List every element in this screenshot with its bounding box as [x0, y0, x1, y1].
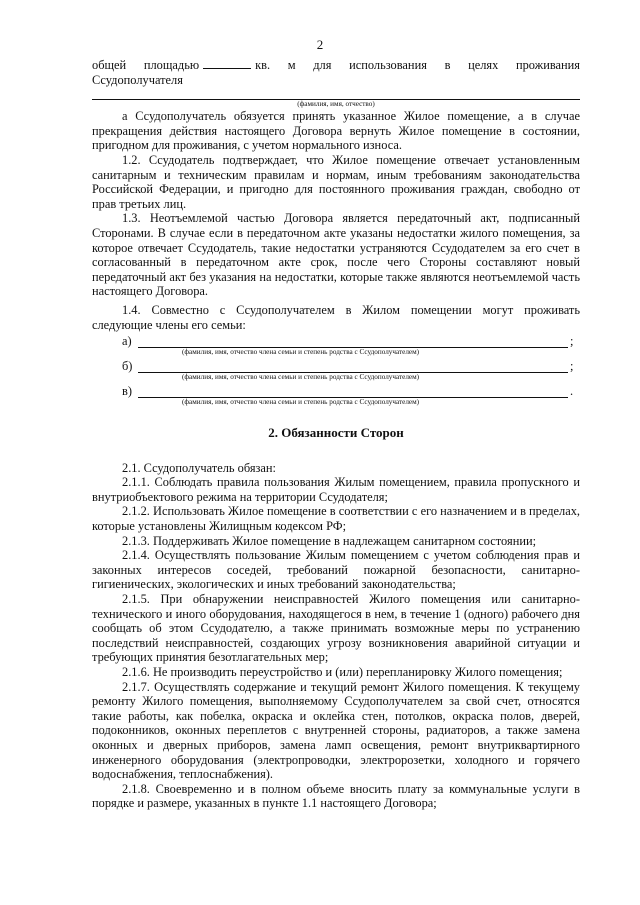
family-row-c — [122, 382, 580, 398]
duty-2-1-2: 2.1.2. Использовать Жилое помещение в соответствии с его назначением и в пределах, которые установлены Жилищным кодексом РФ; — [92, 504, 580, 534]
section-heading: 2. Обязанности Сторон — [268, 425, 404, 441]
duty-2-1-5: 2.1.5. При обнаружении неисправностей Жилого помещения или санитарно-технического и иного оборудования, находящегося в нем, в течение 1 (одного) рабочего дня сообщать об этом Ссудодателю, а также принимать возможные меры по устранению последствий неисправностей, создающих угрозу возникновения аварийной ситуации и требующих принятия безотлагательных мер; — [92, 592, 580, 665]
duty-2-1-4: 2.1.4. Осуществлять пользование Жилым помещением с учетом соблюдения прав и законных интересов соседей, требований пожарной безопасности, санитарно-гигиенических, экологических и иных требований законодательства; — [92, 548, 580, 592]
area-after: кв. м для использования в целях проживания — [255, 58, 581, 72]
duty-2-1-8: 2.1.8. Своевременно и в полном объеме вносить плату за коммунальные услуги в порядке и размере, указанных в пункте 1.1 настоящего Договора; — [92, 781, 580, 811]
duty-2-1-3: 2.1.3. Поддерживать Жилое помещение в надлежащем санитарном состоянии; — [122, 533, 537, 548]
document-body — [92, 58, 580, 811]
page-number: 2 — [316, 37, 324, 52]
family-letter: б) — [122, 358, 133, 373]
area-before: общей площадью — [92, 58, 200, 72]
recipient-name-line — [92, 87, 580, 100]
duty-2-1-1: 2.1.1. Соблюдать правила пользования Жилым помещением, правила пропускного и внутриобъектового режима на территории Ссудодателя; — [92, 475, 580, 504]
family-letter: в) — [122, 383, 132, 398]
family-caption: (фамилия, имя, отчество члена семьи и степень родства с Ссудополучателем) — [182, 373, 420, 382]
family-member-line — [138, 362, 568, 373]
family-caption: (фамилия, имя, отчество члена семьи и степень родства с Ссудополучателем) — [182, 348, 420, 357]
family-member-line — [138, 387, 568, 398]
paragraph-1-4: 1.4. Совместно с Ссудополучателем в Жилом помещении могут проживать следующие члены его семьи: — [92, 302, 580, 332]
duty-2-1: 2.1. Ссудополучатель обязан: — [122, 460, 277, 475]
area-blank — [203, 58, 251, 69]
recipient-label: Ссудополучателя — [92, 72, 183, 87]
family-row-b — [122, 357, 580, 373]
family-row-a — [122, 332, 580, 348]
family-row-end: ; — [570, 333, 574, 348]
paragraph-1-3: 1.3. Неотъемлемой частью Договора является передаточный акт, подписанный Сторонами. В случае если в передаточном акте указаны недостатки жилого помещения, за которое отвечает Ссудодатель, такие недостатки устраняются Ссудодателем за его счет в согласованный в передаточном акте срок, после чего Стороны составляют новый передаточный акт без указания на недостатки, которые также являются неотъемлемой часть настоящего Договора. — [92, 211, 580, 299]
recipient-name-caption: (фамилия, имя, отчество) — [297, 100, 375, 109]
family-member-line — [138, 337, 568, 348]
family-letter: а) — [122, 333, 132, 348]
family-row-end: ; — [570, 358, 574, 373]
duty-2-1-6: 2.1.6. Не производить переустройство и (или) перепланировку Жилого помещения; — [122, 665, 563, 679]
family-row-end: . — [570, 383, 574, 398]
paragraph-1-2: 1.2. Ссудодатель подтверждает, что Жилое помещение отвечает установленным санитарным и техническим правилам и нормам, иным требованиям законодательства Российской Федерации, и пригодно для постоянного проживания граждан, свободно от прав третьих лиц. — [92, 152, 580, 211]
duty-2-1-7: 2.1.7. Осуществлять содержание и текущий ремонт Жилого помещения. К текущему ремонту Жилого помещения, выполняемому Ссудополучателем за свой счет, относятся такие работы, как побелка, окраска и оклейка стен, потолков, окраска полов, дверей, подоконников, оконных переплетов с внутренней стороны, радиаторов, а также замена оконных и дверных приборов, замена ламп освещения, ремонт внутриквартирного инженерного оборудования (электропроводки, электророзетки, холодного и горячего водоснабжения, теплоснабжения). — [92, 679, 580, 782]
family-caption: (фамилия, имя, отчество члена семьи и степень родства с Ссудополучателем) — [182, 398, 420, 407]
area-line — [92, 58, 580, 73]
paragraph-a: а Ссудополучатель обязуется принять указанное Жилое помещение, а в случае прекращения действия настоящего Договора вернуть Жилое помещение в состоянии, пригодном для проживания, с учетом нормального износа. — [92, 109, 580, 153]
